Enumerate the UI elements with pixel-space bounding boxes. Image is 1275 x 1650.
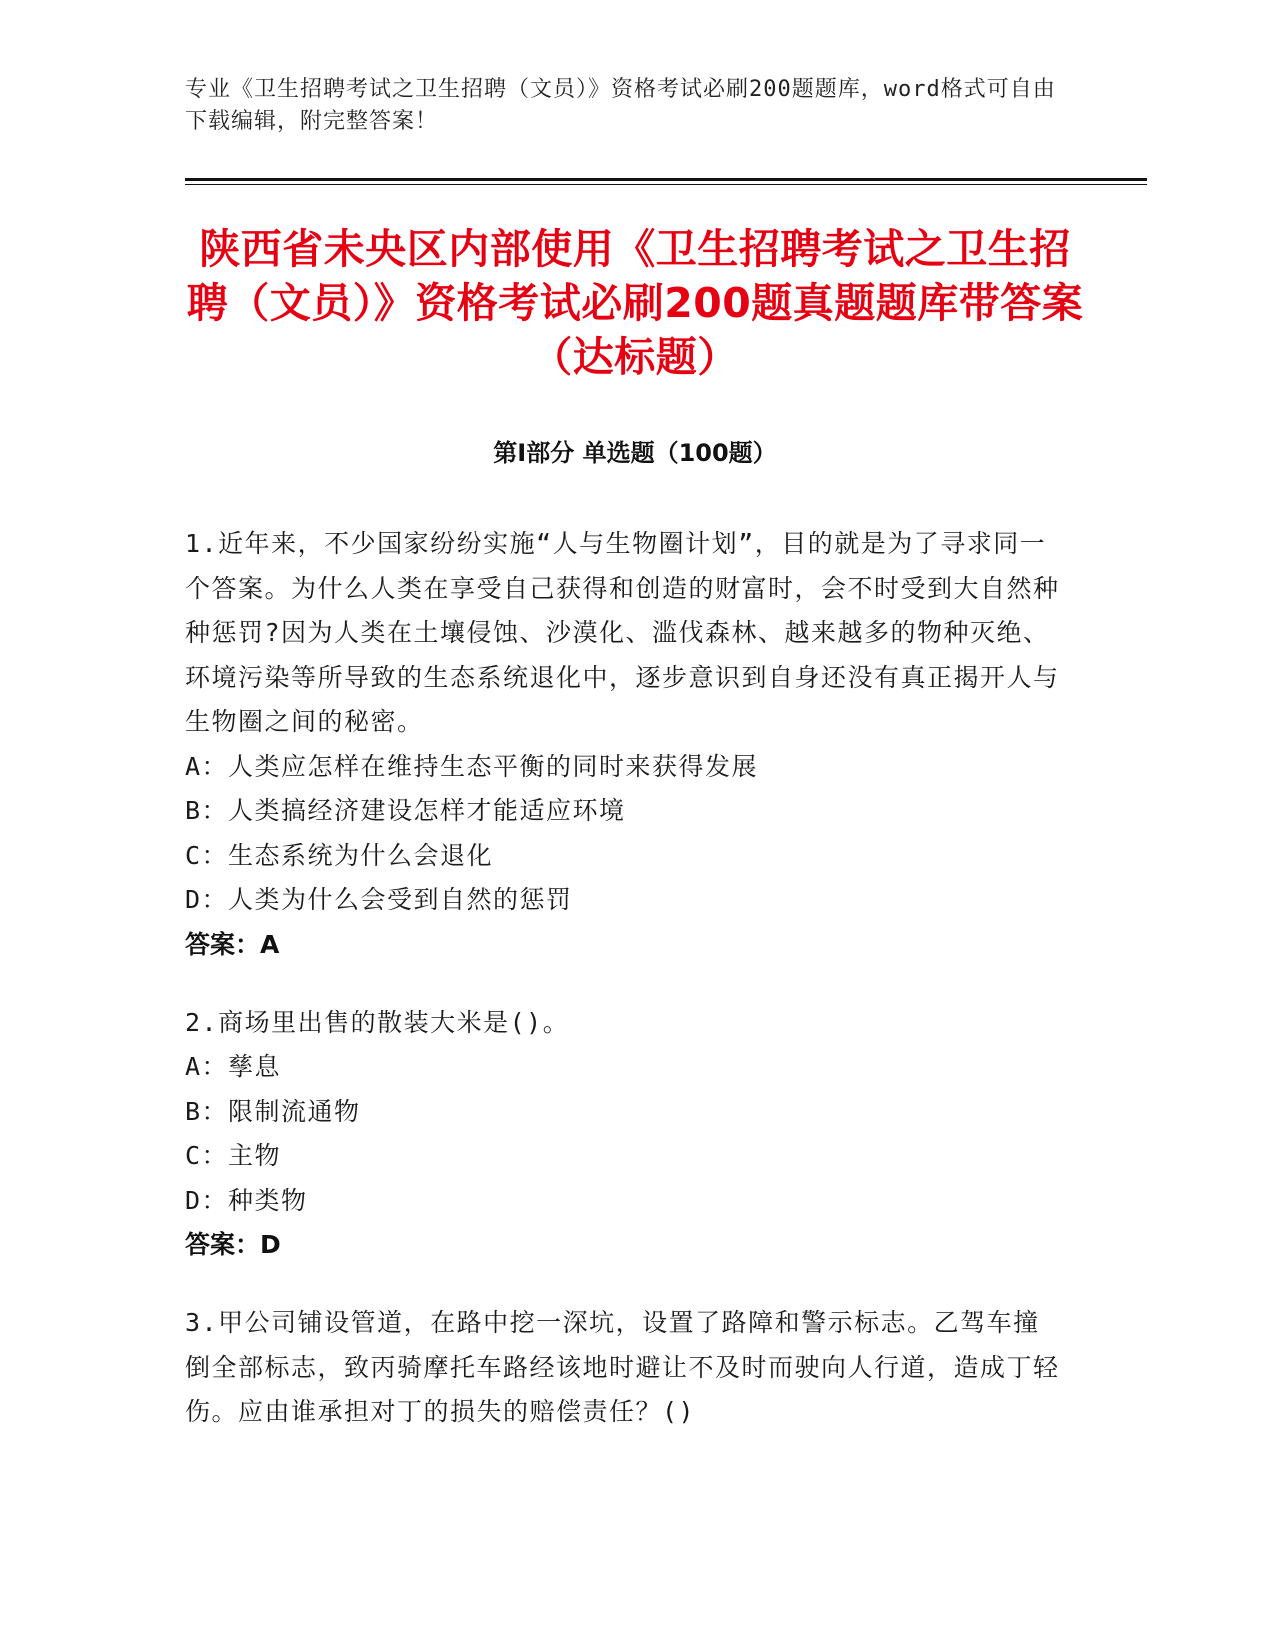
option-d: D：种类物: [185, 1185, 308, 1215]
option-d: D：人类为什么会受到自然的惩罚: [185, 885, 573, 914]
question-2: [185, 1001, 1065, 1268]
question-3: [185, 1301, 1065, 1435]
question-1: [185, 522, 1065, 967]
question-stem: 3.甲公司铺设管道，在路中挖一深坑，设置了路障和警示标志。乙驾车撞倒全部标志，致丙骑摩托车路经该地时避让不及时而驶向人行道，造成丁轻伤。应由谁承担对丁的损失的赔偿责任？(): [185, 1308, 1060, 1426]
option-c: C：生态系统为什么会退化: [185, 840, 494, 870]
option-a: A：孳息: [185, 1052, 282, 1081]
answer: 答案：A: [185, 929, 280, 959]
document-title: 陕西省未央区内部使用《卫生招聘考试之卫生招聘（文员）》资格考试必刷200题真题题库带答案（达标题）: [186, 225, 1084, 381]
question-list: [185, 522, 1065, 1469]
section-title: 第I部分 单选题（100题）: [493, 439, 777, 467]
header-rule-thick: [185, 178, 1147, 181]
option-b: B：人类搞经济建设怎样才能适应环境: [185, 796, 626, 825]
question-stem: 1.近年来，不少国家纷纷实施“人与生物圈计划”，目的就是为了寻求同一个答案。为什么人类在享受自己获得和创造的财富时，会不时受到大自然种种惩罚?因为人类在土壤侵蚀、沙漠化、滥伐森林、越来越多的物种灭绝、环境污染等所导致的生态系统退化中，逐步意识到自身还没有真正揭开人与生物圈之间的秘密。: [185, 529, 1060, 736]
option-c: C：主物: [185, 1141, 282, 1170]
header-note: 专业《卫生招聘考试之卫生招聘（文员）》资格考试必刷200题题库，word格式可自由下载编辑，附完整答案！: [185, 77, 1056, 134]
header-rule-thin: [185, 184, 1147, 185]
question-stem: 2.商场里出售的散装大米是()。: [185, 1007, 570, 1037]
option-a: A：人类应怎样在维持生态平衡的同时来获得发展: [185, 751, 759, 781]
answer: 答案：D: [185, 1230, 281, 1259]
option-b: B：限制流通物: [185, 1096, 361, 1126]
